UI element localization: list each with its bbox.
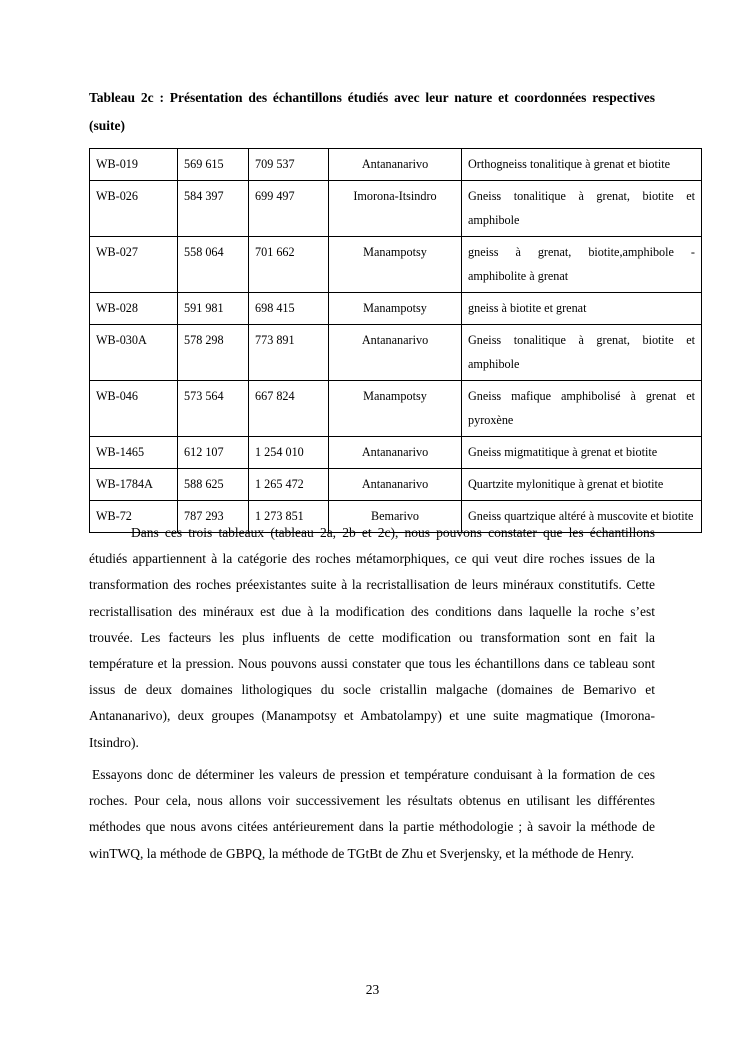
table-row	[90, 293, 702, 325]
nature-cell: Gneiss mafique amphibolisé à grenat et pyroxène	[462, 381, 702, 437]
coordinate-x-cell: 584 397	[178, 181, 249, 237]
nature-cell: Gneiss tonalitique à grenat, biotite et amphibole	[462, 325, 702, 381]
page-number: 23	[365, 982, 380, 997]
table-row	[90, 437, 702, 469]
sample-id-cell: WB-030A	[90, 325, 178, 381]
domain-cell: Bemarivo	[329, 501, 462, 533]
nature-cell: Gneiss quartzique altéré à muscovite et biotite	[462, 501, 702, 533]
domain-cell: Manampotsy	[329, 293, 462, 325]
sample-id-cell: WB-019	[90, 149, 178, 181]
coordinate-x-cell: 569 615	[178, 149, 249, 181]
sample-id-cell: WB-028	[90, 293, 178, 325]
coordinate-y-cell: 698 415	[249, 293, 329, 325]
sample-id-cell: WB-72	[90, 501, 178, 533]
domain-cell: Antananarivo	[329, 149, 462, 181]
table-row	[90, 325, 702, 381]
coordinate-x-cell: 787 293	[178, 501, 249, 533]
coordinate-y-cell: 773 891	[249, 325, 329, 381]
coordinate-x-cell: 578 298	[178, 325, 249, 381]
table-caption: Tableau 2c : Présentation des échantillons étudiés avec leur nature et coordonnées respectives (suite)	[89, 90, 655, 133]
nature-cell: Gneiss tonalitique à grenat, biotite et amphibole	[462, 181, 702, 237]
domain-cell: Manampotsy	[329, 237, 462, 293]
table-row	[90, 469, 702, 501]
nature-cell: Quartzite mylonitique à grenat et biotite	[462, 469, 702, 501]
coordinate-y-cell: 709 537	[249, 149, 329, 181]
domain-cell: Antananarivo	[329, 469, 462, 501]
coordinate-x-cell: 573 564	[178, 381, 249, 437]
coordinate-x-cell: 612 107	[178, 437, 249, 469]
coordinate-y-cell: 1 265 472	[249, 469, 329, 501]
coordinate-y-cell: 701 662	[249, 237, 329, 293]
coordinate-x-cell: 588 625	[178, 469, 249, 501]
table-row	[90, 237, 702, 293]
table-row	[90, 381, 702, 437]
domain-cell: Antananarivo	[329, 325, 462, 381]
sample-id-cell: WB-026	[90, 181, 178, 237]
nature-cell: Orthogneiss tonalitique à grenat et biotite	[462, 149, 702, 181]
coordinate-x-cell: 591 981	[178, 293, 249, 325]
domain-cell: Imorona-Itsindro	[329, 181, 462, 237]
sample-id-cell: WB-1465	[90, 437, 178, 469]
paragraph-analysis: Dans ces trois tableaux (tableau 2a, 2b et 2c), nous pouvons constater que les échantillons étudiés appartiennent à la catégorie des roches métamorphiques, ce qui veut dire roches issues de la transformation des roches préexistantes suite à la recristallisation de leurs minéraux constitutifs. Cette recristallisation des minéraux est due à la modification des conditions dans laquelle la roche s’est trouvée. Les facteurs les plus influents de cette modification ou transformation sont en fait la température et la pression. Nous pouvons aussi constater que tous les échantillons dans ce tableau sont issus de deux domaines lithologiques du socle cristallin malgache (domaines de Bemarivo et Antananarivo), deux groupes (Manampotsy et Ambatolampy) et une suite magmatique (Imorona-Itsindro).	[89, 525, 655, 750]
coordinate-y-cell: 699 497	[249, 181, 329, 237]
nature-cell: Gneiss migmatitique à grenat et biotite	[462, 437, 702, 469]
coordinate-y-cell: 1 273 851	[249, 501, 329, 533]
nature-cell: gneiss à grenat, biotite,amphibole - amphibolite à grenat	[462, 237, 702, 293]
table-row	[90, 181, 702, 237]
coordinate-y-cell: 1 254 010	[249, 437, 329, 469]
table-row	[90, 149, 702, 181]
domain-cell: Antananarivo	[329, 437, 462, 469]
paragraph-methods: Essayons donc de déterminer les valeurs de pression et température conduisant à la formation de ces roches. Pour cela, nous allons voir successivement les résultats obtenus en utilisant les différentes méthodes que nous avons citées antérieurement dans la partie méthodologie ; à savoir la méthode de winTWQ, la méthode de GBPQ, la méthode de TGtBt de Zhu et Sverjensky, et la méthode de Henry.	[89, 767, 655, 861]
coordinate-y-cell: 667 824	[249, 381, 329, 437]
coordinate-x-cell: 558 064	[178, 237, 249, 293]
nature-cell: gneiss à biotite et grenat	[462, 293, 702, 325]
sample-id-cell: WB-027	[90, 237, 178, 293]
sample-id-cell: WB-046	[90, 381, 178, 437]
sample-id-cell: WB-1784A	[90, 469, 178, 501]
domain-cell: Manampotsy	[329, 381, 462, 437]
samples-table	[89, 148, 702, 533]
